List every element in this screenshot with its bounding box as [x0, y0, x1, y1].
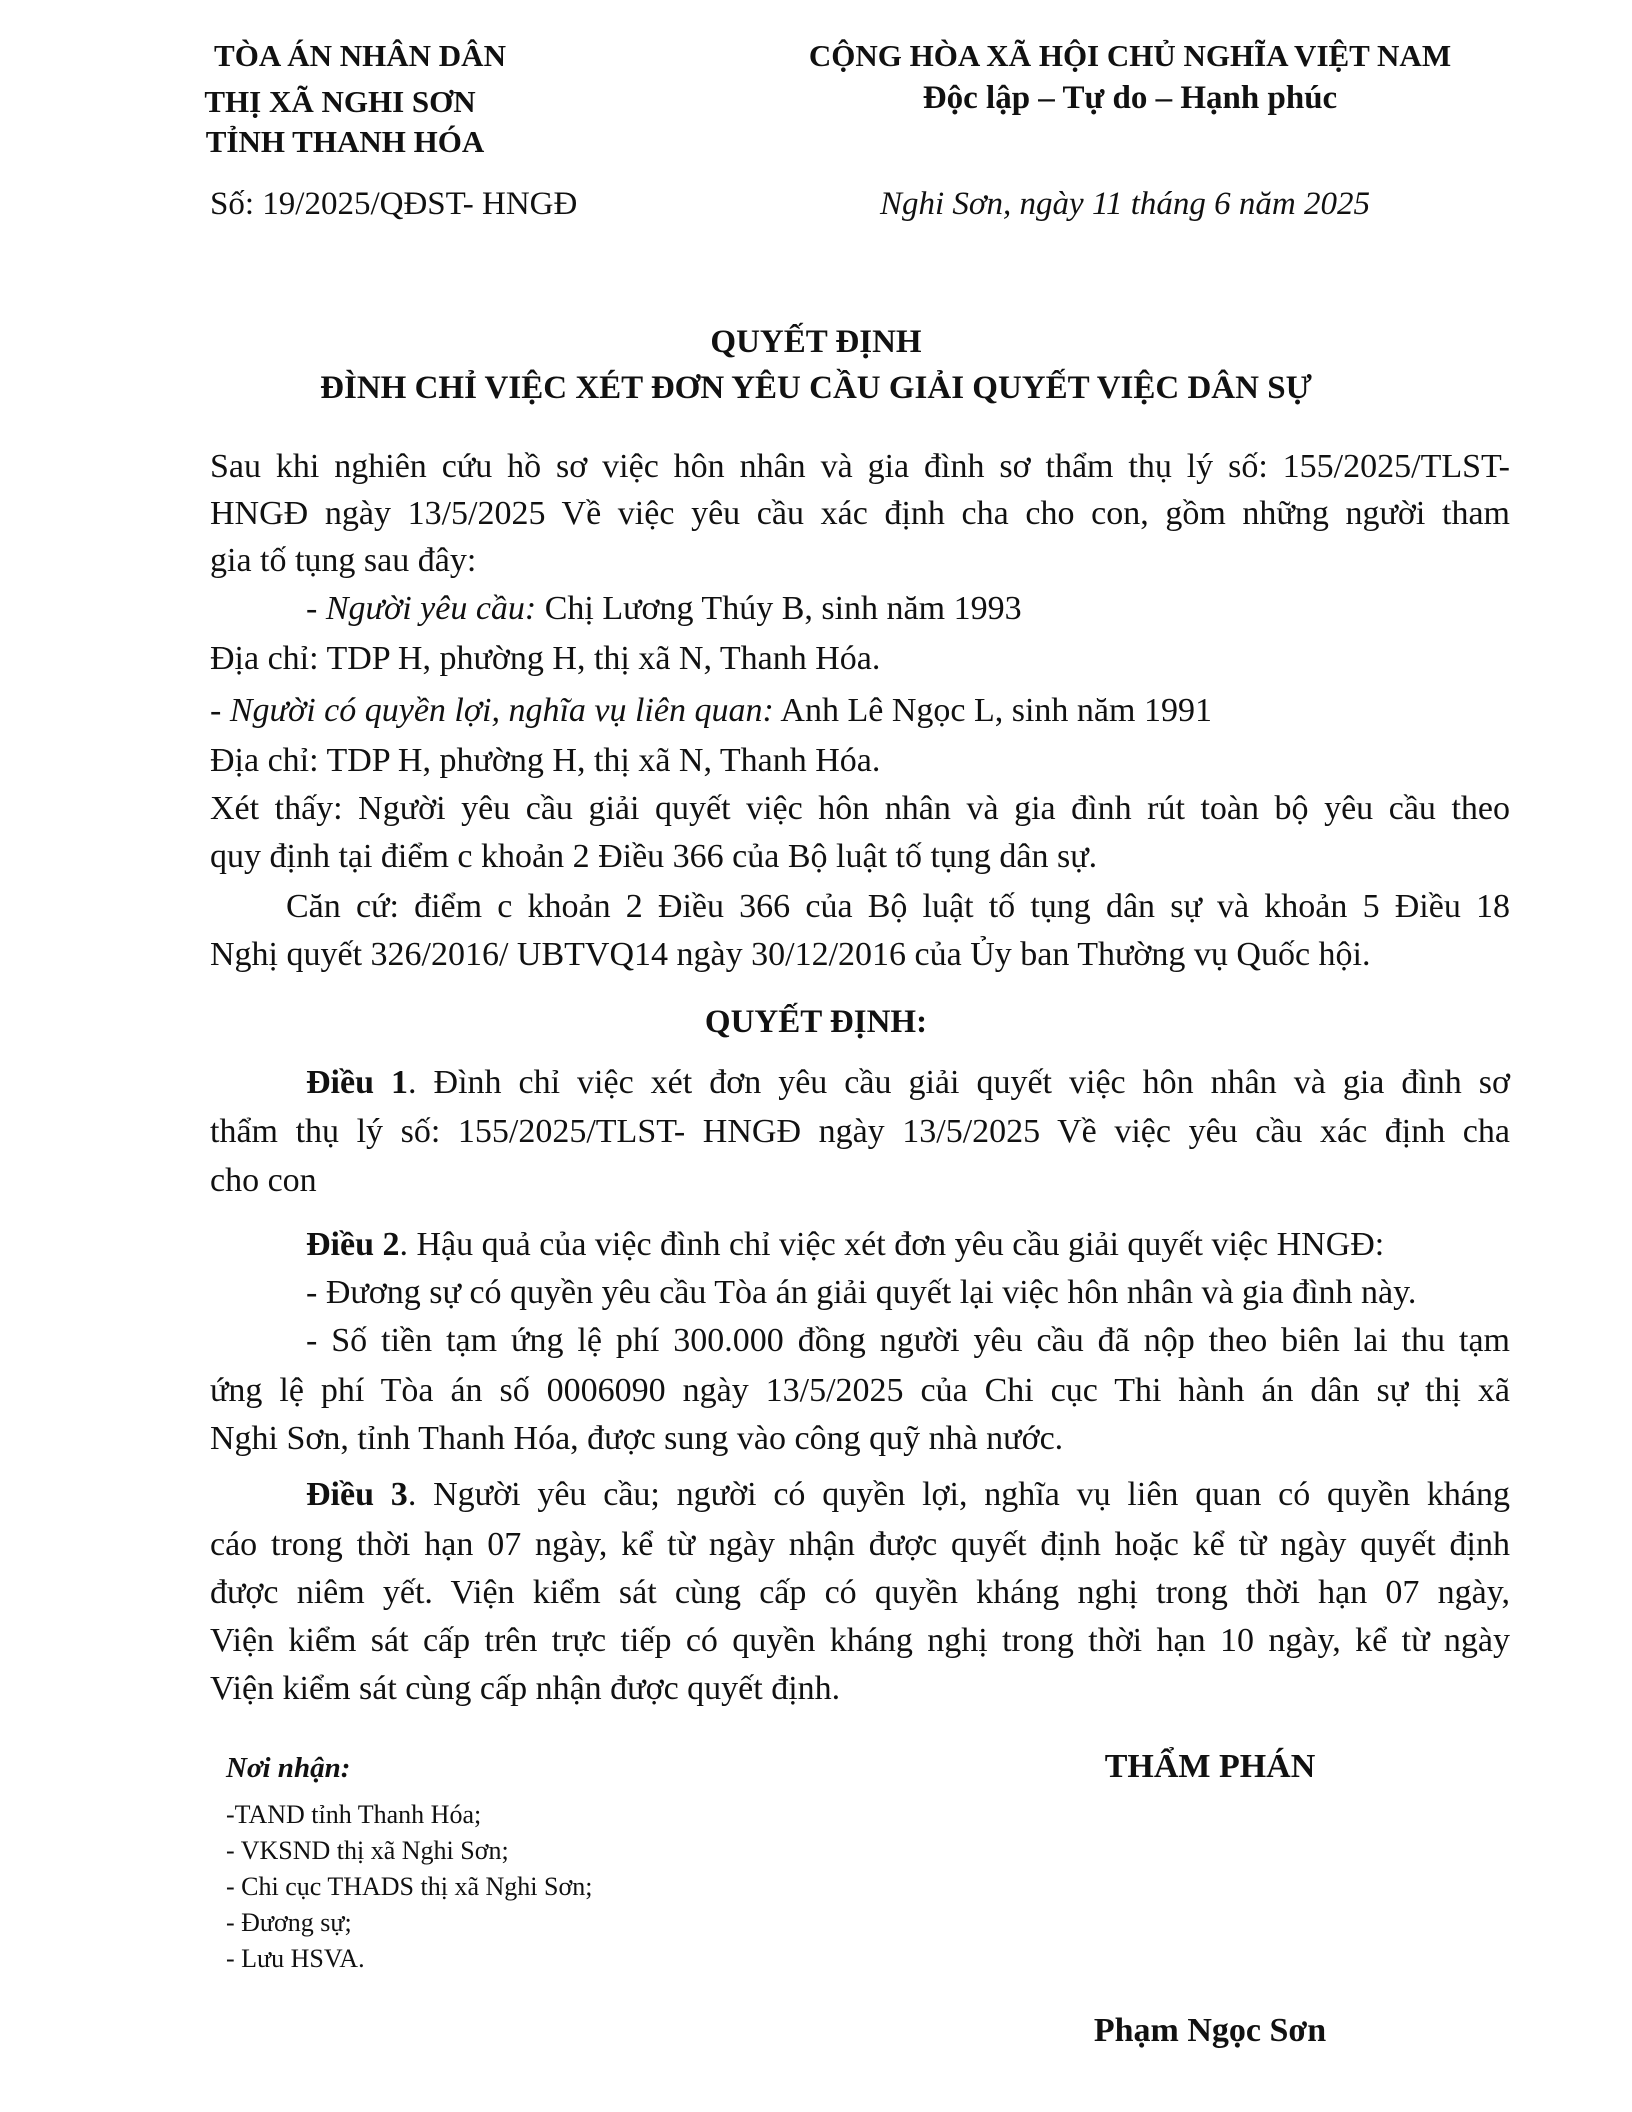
- recipient-item: - Chi cục THADS thị xã Nghi Sơn;: [226, 1872, 593, 1901]
- intro-line: gia tố tụng sau đây:: [210, 542, 477, 579]
- requester-label: - Người yêu cầu:: [306, 590, 537, 627]
- motto: Độc lập – Tự do – Hạnh phúc: [922, 80, 1338, 116]
- article-1-line: Điều 1. Đình chỉ việc xét đơn yêu cầu giải quyết việc hôn nhân và gia đình sơ: [306, 1064, 1511, 1101]
- place-date: Nghi Sơn, ngày 11 tháng 6 năm 2025: [880, 186, 1370, 222]
- article-3-line: Viện kiểm sát cấp trên trực tiếp có quyền kháng nghị trong thời hạn 10 ngày, kể từ ngày: [210, 1622, 1510, 1659]
- intro-line: HNGĐ ngày 13/5/2025 Về việc yêu cầu xác định cha cho con, gồm những người tham: [210, 495, 1510, 532]
- court-name-line-2: THỊ XÃ NGHI SƠN: [204, 84, 476, 119]
- consideration-line: quy định tại điểm c khoản 2 Điều 366 của Bộ luật tố tụng dân sự.: [210, 838, 1098, 875]
- recipient-item: - VKSND thị xã Nghi Sơn;: [226, 1836, 509, 1865]
- related-party-label: - Người có quyền lợi, nghĩa vụ liên quan:: [210, 692, 774, 729]
- recipients-title: Nơi nhận:: [226, 1752, 351, 1784]
- article-1-line: thẩm thụ lý số: 155/2025/TLST- HNGĐ ngày 13/5/2025 Về việc yêu cầu xác định cha: [210, 1113, 1510, 1150]
- article-2-line: Nghi Sơn, tỉnh Thanh Hóa, được sung vào công quỹ nhà nước.: [210, 1420, 1064, 1457]
- decision-heading: QUYẾT ĐỊNH:: [704, 1004, 928, 1040]
- document-number: Số: 19/2025/QĐST- HNGĐ: [210, 186, 578, 222]
- article-2-line: - Số tiền tạm ứng lệ phí 300.000 đồng người yêu cầu đã nộp theo biên lai thu tạm: [306, 1322, 1510, 1359]
- document-title: QUYẾT ĐỊNH: [710, 324, 922, 360]
- recipient-item: - Đương sự;: [226, 1908, 352, 1937]
- document-subtitle: ĐÌNH CHỈ VIỆC XÉT ĐƠN YÊU CẦU GIẢI QUYẾT VIỆC DÂN SỰ: [320, 370, 1312, 406]
- requester-value: Chị Lương Thúy B, sinh năm 1993: [536, 590, 1022, 627]
- requester-address: Địa chỉ: TDP H, phường H, thị xã N, Thanh Hóa.: [210, 640, 881, 677]
- article-2-label: Điều 2: [306, 1226, 400, 1263]
- signer-name: Phạm Ngọc Sơn: [1093, 2012, 1327, 2049]
- article-1-label: Điều 1: [306, 1064, 409, 1101]
- court-name-line-1: TÒA ÁN NHÂN DÂN: [214, 38, 506, 73]
- related-party-line: [210, 692, 1212, 730]
- recipient-item: -TAND tỉnh Thanh Hóa;: [226, 1800, 482, 1829]
- article-3-line: được niêm yết. Viện kiểm sát cùng cấp có quyền kháng nghị trong thời hạn 07 ngày,: [210, 1574, 1510, 1611]
- country-name: CỘNG HÒA XÃ HỘI CHỦ NGHĨA VIỆT NAM: [808, 38, 1452, 73]
- court-name-line-3: TỈNH THANH HÓA: [205, 124, 485, 159]
- legal-basis-line: Nghị quyết 326/2016/ UBTVQ14 ngày 30/12/2016 của Ủy ban Thường vụ Quốc hội.: [210, 936, 1371, 973]
- legal-basis-line: Căn cứ: điểm c khoản 2 Điều 366 của Bộ luật tố tụng dân sự và khoản 5 Điều 18: [286, 888, 1510, 925]
- consideration-line: Xét thấy: Người yêu cầu giải quyết việc hôn nhân và gia đình rút toàn bộ yêu cầu theo: [210, 790, 1510, 827]
- article-3-line: Điều 3. Người yêu cầu; người có quyền lợi, nghĩa vụ liên quan có quyền kháng: [306, 1476, 1511, 1513]
- related-party-value: Anh Lê Ngọc L, sinh năm 1991: [773, 692, 1212, 729]
- article-2-line: - Đương sự có quyền yêu cầu Tòa án giải quyết lại việc hôn nhân và gia đình này.: [306, 1274, 1417, 1311]
- article-1-line: cho con: [210, 1162, 317, 1199]
- article-3-line: cáo trong thời hạn 07 ngày, kể từ ngày nhận được quyết định hoặc kể từ ngày quyết định: [210, 1526, 1510, 1563]
- article-3-label: Điều 3: [306, 1476, 408, 1513]
- requester-line: [306, 590, 1022, 628]
- article-2-line: Điều 2. Hậu quả của việc đình chỉ việc xét đơn yêu cầu giải quyết việc HNGĐ:: [306, 1226, 1385, 1263]
- article-2-line: ứng lệ phí Tòa án số 0006090 ngày 13/5/2025 của Chi cục Thi hành án dân sự thị xã: [210, 1372, 1510, 1409]
- intro-line: Sau khi nghiên cứu hồ sơ việc hôn nhân và gia đình sơ thẩm thụ lý số: 155/2025/TLST-: [210, 448, 1510, 485]
- article-3-line: Viện kiểm sát cùng cấp nhận được quyết định.: [210, 1670, 841, 1707]
- related-party-address: Địa chỉ: TDP H, phường H, thị xã N, Thanh Hóa.: [210, 742, 881, 779]
- signer-role: THẨM PHÁN: [1104, 1748, 1316, 1785]
- recipient-item: - Lưu HSVA.: [226, 1944, 365, 1973]
